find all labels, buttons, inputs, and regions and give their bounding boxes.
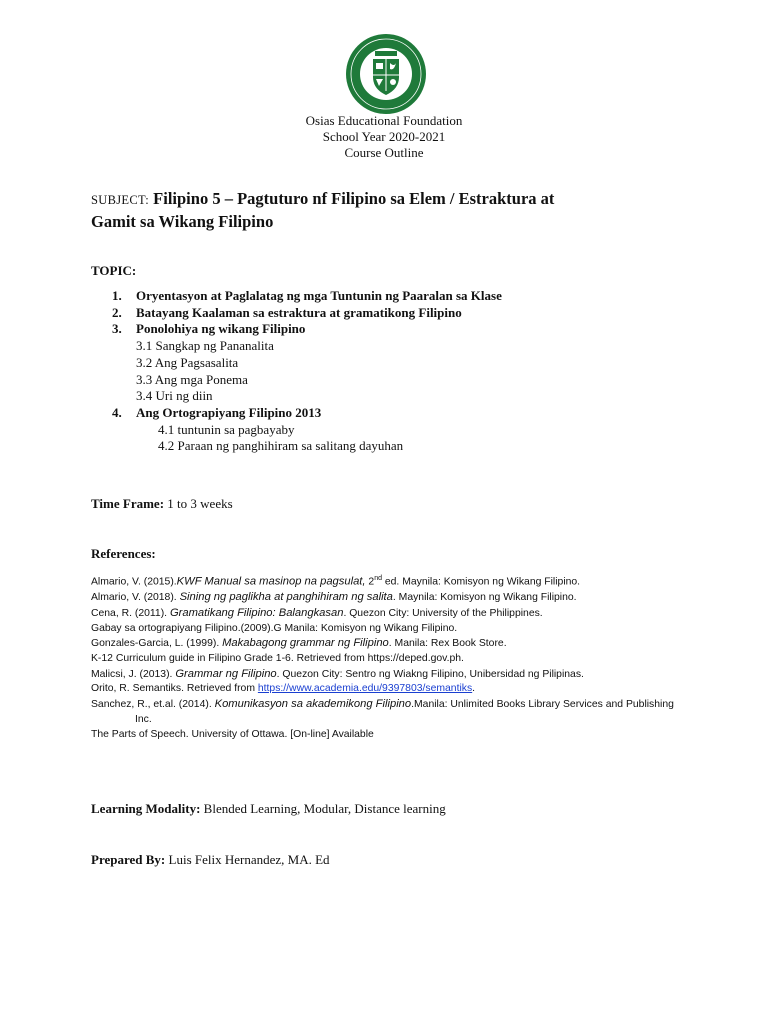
subject-title-line2: Gamit sa Wikang Filipino xyxy=(91,212,274,231)
school-year: School Year 2020-2021 xyxy=(322,129,446,144)
subject-title-line1: Filipino 5 – Pagtuturo nf Filipino sa Elem / Estraktura at xyxy=(153,189,555,208)
school-seal-logo xyxy=(345,33,427,115)
topic-list xyxy=(112,288,502,455)
topic-label: TOPIC: xyxy=(91,263,137,278)
semantiks-link[interactable]: https://www.academia.edu/9397803/semantiks xyxy=(257,683,473,695)
time-frame xyxy=(91,496,233,512)
subtopic-item: 3.3 Ang mga Ponema xyxy=(136,371,248,387)
document-title: Course Outline xyxy=(344,145,424,160)
reference-item: Orito, R. Semantiks. Retrieved from https://www.academia.edu/9397803/semantiks. xyxy=(91,683,476,695)
reference-item: Malicsi, J. (2013). Grammar ng Filipino. Quezon City: Sentro ng Wiakng Filipino, Unibersidad ng Pilipinas. xyxy=(91,667,584,680)
time-frame-label: Time Frame: xyxy=(91,496,165,511)
learning-modality-label: Learning Modality: xyxy=(91,801,201,816)
reference-item: K-12 Curriculum guide in Filipino Grade 1-6. Retrieved from https://deped.gov.ph. xyxy=(91,652,464,664)
prepared-by-value: Luis Felix Hernandez, MA. Ed xyxy=(168,852,330,867)
learning-modality xyxy=(91,801,446,817)
subtopic-item: 3.1 Sangkap ng Pananalita xyxy=(136,338,274,354)
reference-item: Cena, R. (2011). Gramatikang Filipino: Balangkasan. Quezon City: University of the Philippines. xyxy=(91,606,543,619)
subtopic-item: 3.4 Uri ng diin xyxy=(136,388,213,404)
time-frame-value: 1 to 3 weeks xyxy=(167,496,233,511)
topic-item: 3. Ponolohiya ng wikang Filipino xyxy=(112,321,306,337)
reference-item: The Parts of Speech. University of Ottawa. [On-line] Available xyxy=(91,728,374,740)
subject-section xyxy=(91,188,651,232)
subject-label: SUBJECT: xyxy=(91,193,150,207)
references-label: References: xyxy=(91,546,156,561)
reference-item: Almario, V. (2015).KWF Manual sa masinop na pagsulat, 2nd ed. Maynila: Komisyon ng Wikang Filipino. xyxy=(91,575,581,588)
reference-item: Almario, V. (2018). Sining ng paglikha at panghihiram ng salita. Maynila: Komisyon ng Wikang Filipino. xyxy=(91,591,577,604)
document-header xyxy=(0,113,768,161)
reference-item: Sanchez, R., et.al. (2014). Komunikasyon sa akademikong Filipino.Manila: Unlimited Books Library Services and Publishing Inc. xyxy=(91,698,674,725)
topic-item: 4. Ang Ortograpiyang Filipino 2013 xyxy=(112,404,322,420)
subtopic-item: 4.2 Paraan ng panghihiram sa salitang dayuhan xyxy=(158,438,404,454)
org-name: Osias Educational Foundation xyxy=(305,113,463,128)
prepared-by xyxy=(91,852,330,868)
subtopic-item: 4.1 tuntunin sa pagbayaby xyxy=(158,421,295,437)
subtopic-item: 3.2 Ang Pagsasalita xyxy=(136,354,239,370)
reference-item: Gabay sa ortograpiyang Filipino.(2009).G Manila: Komisyon ng Wikang Filipino. xyxy=(91,622,458,634)
reference-item: Gonzales-Garcia, L. (1999). Makabagong grammar ng Filipino. Manila: Rex Book Store. xyxy=(91,637,507,650)
learning-modality-value: Blended Learning, Modular, Distance learning xyxy=(203,801,446,816)
topic-item: 1. Oryentasyon at Paglalatag ng mga Tuntunin ng Paaralan sa Klase xyxy=(112,288,502,303)
topic-item: 2. Batayang Kaalaman sa estraktura at gramatikong Filipino xyxy=(112,304,462,320)
prepared-by-label: Prepared By: xyxy=(91,852,166,867)
references-list xyxy=(91,572,691,742)
